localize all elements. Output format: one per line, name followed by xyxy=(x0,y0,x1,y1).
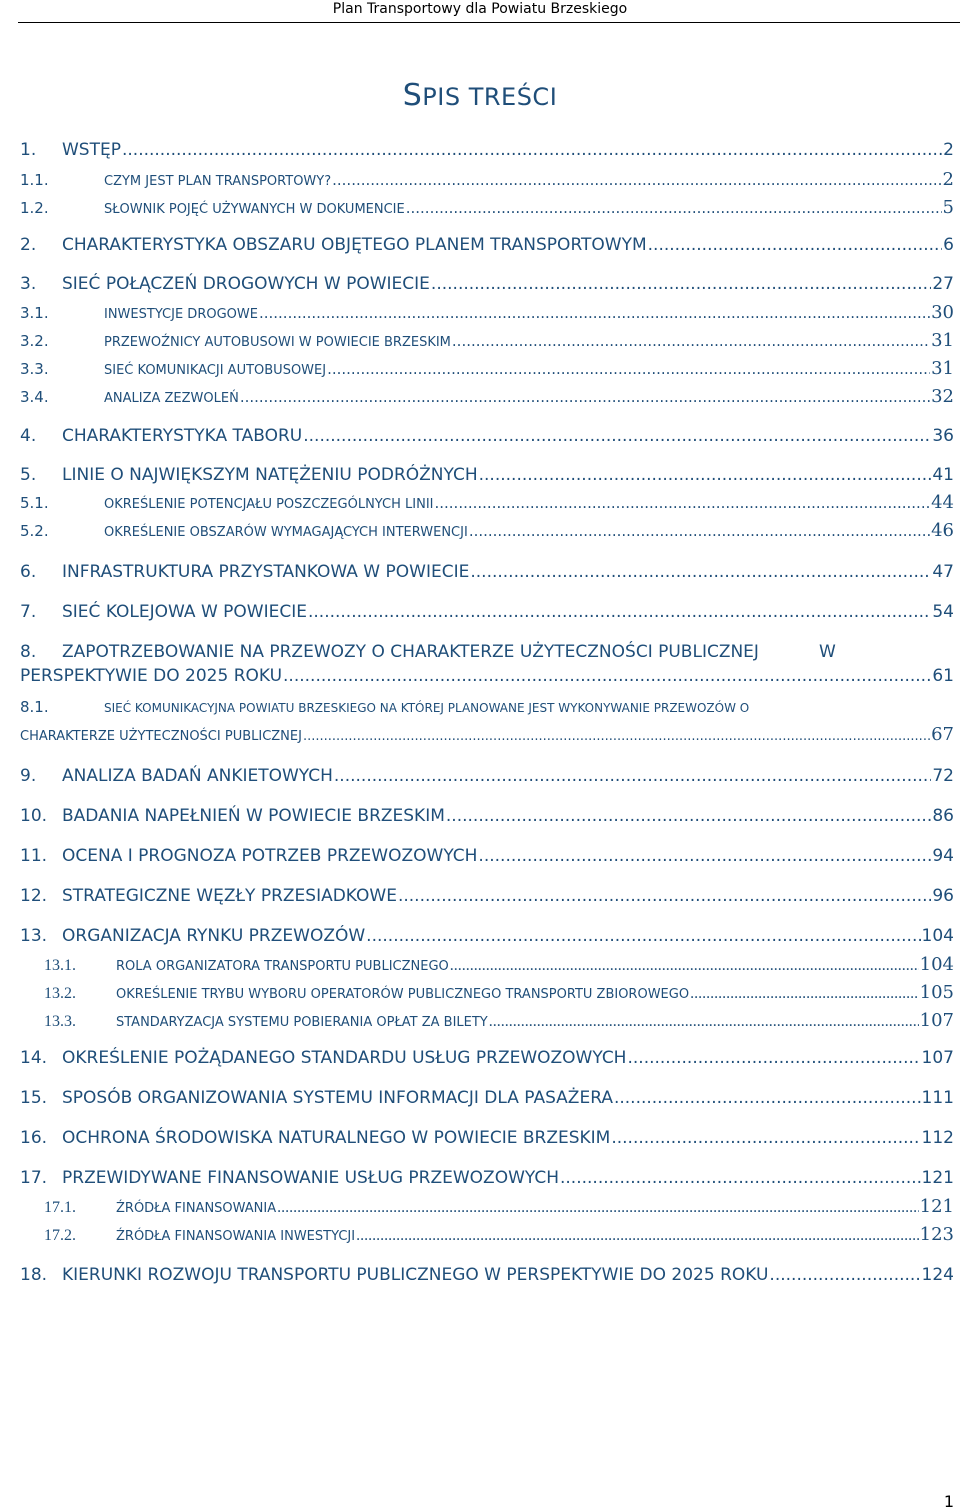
toc-label: PRZEWIDYWANE FINANSOWANIE USŁUG PRZEWOZOWYCH xyxy=(62,1168,559,1188)
toc-leader xyxy=(452,332,930,350)
toc-number: 12. xyxy=(20,886,48,906)
toc-number: 17.2. xyxy=(44,1227,76,1244)
toc-label: INWESTYCJE DROGOWE xyxy=(104,307,258,322)
toc-leader xyxy=(303,426,931,446)
toc-label: CHARAKTERYSTYKA OBSZARU OBJĘTEGO PLANEM TRANSPORTOWYM xyxy=(62,235,647,255)
toc-page: 107 xyxy=(919,1010,954,1031)
toc-page: 67 xyxy=(931,724,954,745)
toc-entry-13-1[interactable] xyxy=(20,954,954,975)
toc-leader xyxy=(611,1128,920,1148)
toc-page: 61 xyxy=(932,666,954,686)
toc-entry-6[interactable] xyxy=(20,562,954,582)
toc-leader xyxy=(769,1265,920,1285)
toc-page: 86 xyxy=(932,806,954,826)
toc-entry-13-3[interactable] xyxy=(20,1010,954,1031)
toc-number: 3. xyxy=(20,274,37,294)
toc-leader xyxy=(434,494,930,512)
toc-entry-18[interactable] xyxy=(20,1265,954,1285)
toc-page: 2 xyxy=(942,169,954,190)
toc-entry-11[interactable] xyxy=(20,846,954,866)
toc-label: SIEĆ KOLEJOWA W POWIECIE xyxy=(62,602,307,622)
toc-label: BADANIA NAPEŁNIEŃ W POWIECIE BRZESKIM xyxy=(62,806,445,826)
toc-page: 54 xyxy=(932,602,954,622)
toc-leader xyxy=(489,1013,919,1031)
page-header xyxy=(0,0,960,18)
toc-number: 7. xyxy=(20,602,37,622)
toc-leader xyxy=(366,926,920,946)
toc-label: SIEĆ KOMUNIKACJI AUTOBUSOWEJ xyxy=(104,363,327,378)
toc-leader xyxy=(690,985,919,1003)
toc-entry-1[interactable] xyxy=(20,140,954,160)
toc-number: 13.2. xyxy=(44,985,76,1002)
toc-page: 96 xyxy=(932,886,954,906)
toc-leader xyxy=(479,465,932,485)
toc-leader xyxy=(648,235,943,255)
toc-entry-17-2[interactable] xyxy=(20,1224,954,1245)
toc-number: 1. xyxy=(20,140,37,160)
toc-number: 8. xyxy=(20,642,37,662)
toc-leader xyxy=(303,729,930,744)
toc-label: ŹRÓDŁA FINANSOWANIA xyxy=(116,1201,277,1216)
toc-label: LINIE O NAJWIĘKSZYM NATĘŻENIU PODRÓŻNYCH xyxy=(62,465,478,485)
toc-entry-14[interactable] xyxy=(20,1048,954,1068)
toc-entry-8-1[interactable] xyxy=(20,698,954,745)
toc-number: 10. xyxy=(20,806,48,826)
toc-page: 111 xyxy=(921,1088,954,1108)
title-first-letter: S xyxy=(402,78,423,113)
toc-page: 107 xyxy=(921,1048,954,1068)
toc-number: 2. xyxy=(20,235,37,255)
toc-label: OKREŚLENIE OBSZARÓW WYMAGAJĄCYCH INTERWENCJI xyxy=(104,525,468,540)
toc-label: KIERUNKI ROZWOJU TRANSPORTU PUBLICZNEGO W PERSPEKTYWIE DO 2025 ROKU xyxy=(62,1265,769,1285)
toc-page: 104 xyxy=(921,926,954,946)
toc-leader xyxy=(277,1199,919,1217)
toc-number: 3.3. xyxy=(20,360,49,378)
toc-entry-3-2[interactable] xyxy=(20,330,954,351)
toc-number: 1.1. xyxy=(20,171,49,189)
toc-label: SŁOWNIK POJĘĆ UŻYWANYCH W DOKUMENCIE xyxy=(104,202,405,217)
toc-entry-3-4[interactable] xyxy=(20,386,954,407)
toc-number: 18. xyxy=(20,1265,48,1285)
toc-entry-5[interactable] xyxy=(20,465,954,485)
toc-entry-5-1[interactable] xyxy=(20,492,954,513)
toc-label-line2: PERSPEKTYWIE DO 2025 ROKU xyxy=(20,666,283,686)
title-rest: PIS TREŚCI xyxy=(422,83,558,111)
toc-entry-8[interactable] xyxy=(20,642,954,686)
toc-page: 30 xyxy=(931,302,954,323)
toc-entry-5-2[interactable] xyxy=(20,520,954,541)
toc-number: 13. xyxy=(20,926,48,946)
toc-entry-3[interactable] xyxy=(20,274,954,294)
toc-page: 27 xyxy=(932,274,954,294)
toc-leader xyxy=(240,388,930,406)
toc-entry-15[interactable] xyxy=(20,1088,954,1108)
toc-entry-16[interactable] xyxy=(20,1128,954,1148)
toc-number: 8.1. xyxy=(20,698,49,716)
toc-page: 121 xyxy=(921,1168,954,1188)
toc-page: 123 xyxy=(919,1224,954,1245)
toc-leader xyxy=(614,1088,921,1108)
toc-page: 5 xyxy=(942,197,954,218)
toc-label: OCENA I PROGNOZA POTRZEB PRZEWOZOWYCH xyxy=(62,846,478,866)
toc-page: 112 xyxy=(921,1128,954,1148)
toc-label: ŹRÓDŁA FINANSOWANIA INWESTYCJI xyxy=(116,1229,356,1244)
toc-leader xyxy=(122,140,942,160)
toc-entry-9[interactable] xyxy=(20,766,954,786)
toc-label: CHARAKTERYSTYKA TABORU xyxy=(62,426,303,446)
toc-label-line1: ZAPOTRZEBOWANIE NA PRZEWOZY O CHARAKTERZE UŻYTECZNOŚCI PUBLICZNEJ xyxy=(62,642,759,662)
toc-number: 16. xyxy=(20,1128,48,1148)
toc-label: ORGANIZACJA RYNKU PRZEWOZÓW xyxy=(62,926,366,946)
page-title xyxy=(0,78,960,113)
toc-page: 46 xyxy=(931,520,954,541)
toc-page: 36 xyxy=(932,426,954,446)
toc-number: 6. xyxy=(20,562,37,582)
toc-label: ANALIZA ZEZWOLEŃ xyxy=(104,391,239,406)
toc-number: 5.2. xyxy=(20,522,49,540)
toc-entry-17-1[interactable] xyxy=(20,1196,954,1217)
toc-entry-7[interactable] xyxy=(20,602,954,622)
toc-label: INFRASTRUKTURA PRZYSTANKOWA W POWIECIE xyxy=(62,562,470,582)
toc-label: WSTĘP xyxy=(62,140,121,160)
toc-label: OKREŚLENIE TRYBU WYBORU OPERATORÓW PUBLICZNEGO TRANSPORTU ZBIOROWEGO xyxy=(116,987,690,1002)
toc-entry-12[interactable] xyxy=(20,886,954,906)
toc-page: 121 xyxy=(919,1196,954,1217)
toc-label: SPOSÓB ORGANIZOWANIA SYSTEMU INFORMACJI DLA PASAŻERA xyxy=(62,1088,613,1108)
toc-number: 3.1. xyxy=(20,304,49,322)
toc-leader xyxy=(334,766,931,786)
toc-page: 31 xyxy=(931,330,954,351)
toc-number: 14. xyxy=(20,1048,48,1068)
toc-entry-13[interactable] xyxy=(20,926,954,946)
toc-entry-2[interactable] xyxy=(20,235,954,255)
toc-number: 5. xyxy=(20,465,37,485)
toc-leader xyxy=(406,199,942,217)
toc-label: STANDARYZACJA SYSTEMU POBIERANIA OPŁAT ZA BILETY xyxy=(116,1015,488,1030)
toc-page: 2 xyxy=(943,140,954,160)
toc-number: 1.2. xyxy=(20,199,49,217)
header-rule xyxy=(18,22,960,23)
toc-page: 6 xyxy=(943,235,954,255)
toc-number: 3.2. xyxy=(20,332,49,350)
header-title: Plan Transportowy dla Powiatu Brzeskiego xyxy=(332,1,628,17)
toc-label: OCHRONA ŚRODOWISKA NATURALNEGO W POWIECIE BRZESKIM xyxy=(62,1128,611,1148)
toc-label: SIEĆ POŁĄCZEŃ DROGOWYCH W POWIECIE xyxy=(62,274,430,294)
toc-entry-13-2[interactable] xyxy=(20,982,954,1003)
toc-leader xyxy=(450,957,919,975)
toc-page: 31 xyxy=(931,358,954,379)
toc-leader xyxy=(446,806,931,826)
toc-entry-17[interactable] xyxy=(20,1168,954,1188)
toc-leader xyxy=(332,171,941,189)
toc-leader xyxy=(470,562,931,582)
toc-label: ROLA ORGANIZATORA TRANSPORTU PUBLICZNEGO xyxy=(116,959,449,974)
toc-page: 47 xyxy=(932,562,954,582)
toc-leader xyxy=(283,666,931,686)
toc-label-line2: CHARAKTERZE UŻYTECZNOŚCI PUBLICZNEJ xyxy=(20,729,302,744)
toc-page: 124 xyxy=(921,1265,954,1285)
toc-number: 11. xyxy=(20,846,48,866)
toc-number: 5.1. xyxy=(20,494,49,512)
toc-page: 41 xyxy=(932,465,954,485)
toc-page: 72 xyxy=(932,766,954,786)
toc-entry-4[interactable] xyxy=(20,426,954,446)
toc-label: ANALIZA BADAŃ ANKIETOWYCH xyxy=(62,766,333,786)
toc-label: STRATEGICZNE WĘZŁY PRZESIADKOWE xyxy=(62,886,397,906)
toc-page: 104 xyxy=(919,954,954,975)
toc-label: CZYM JEST PLAN TRANSPORTOWY? xyxy=(104,174,332,189)
toc-leader xyxy=(627,1048,920,1068)
toc-page: 44 xyxy=(931,492,954,513)
toc-entry-1-1[interactable] xyxy=(20,169,954,190)
toc-page: 32 xyxy=(931,386,954,407)
toc-number: 13.3. xyxy=(44,1013,76,1030)
toc-leader xyxy=(308,602,931,622)
toc-entry-10[interactable] xyxy=(20,806,954,826)
toc-leader xyxy=(469,522,930,540)
toc-entry-3-1[interactable] xyxy=(20,302,954,323)
toc-leader xyxy=(398,886,931,906)
toc-entry-3-3[interactable] xyxy=(20,358,954,379)
toc-number: 13.1. xyxy=(44,957,76,974)
toc-number: 15. xyxy=(20,1088,48,1108)
toc-number: 4. xyxy=(20,426,37,446)
toc-number: 9. xyxy=(20,766,37,786)
toc-leader xyxy=(259,304,930,322)
toc-leader xyxy=(431,274,931,294)
toc-label: OKREŚLENIE POŻĄDANEGO STANDARDU USŁUG PRZEWOZOWYCH xyxy=(62,1048,627,1068)
toc-entry-1-2[interactable] xyxy=(20,197,954,218)
page-number: 1 xyxy=(943,1492,954,1511)
toc-number: 17. xyxy=(20,1168,48,1188)
toc-leader xyxy=(478,846,931,866)
toc-leader xyxy=(327,360,930,378)
toc-label-line1-end: W xyxy=(818,642,836,662)
toc-leader xyxy=(356,1227,919,1245)
toc-label: PRZEWOŹNICY AUTOBUSOWI W POWIECIE BRZESKIM xyxy=(104,335,451,350)
toc-page: 105 xyxy=(919,982,954,1003)
toc-number: 17.1. xyxy=(44,1199,76,1216)
toc-leader xyxy=(560,1168,921,1188)
toc-number: 3.4. xyxy=(20,388,49,406)
toc-page: 94 xyxy=(932,846,954,866)
toc-label-line1: SIEĆ KOMUNIKACYJNA POWIATU BRZESKIEGO NA KTÓREJ PLANOWANE JEST WYKONYWANIE PRZEWOZÓW O xyxy=(104,701,750,715)
toc-label: OKREŚLENIE POTENCJAŁU POSZCZEGÓLNYCH LINII xyxy=(104,497,434,512)
